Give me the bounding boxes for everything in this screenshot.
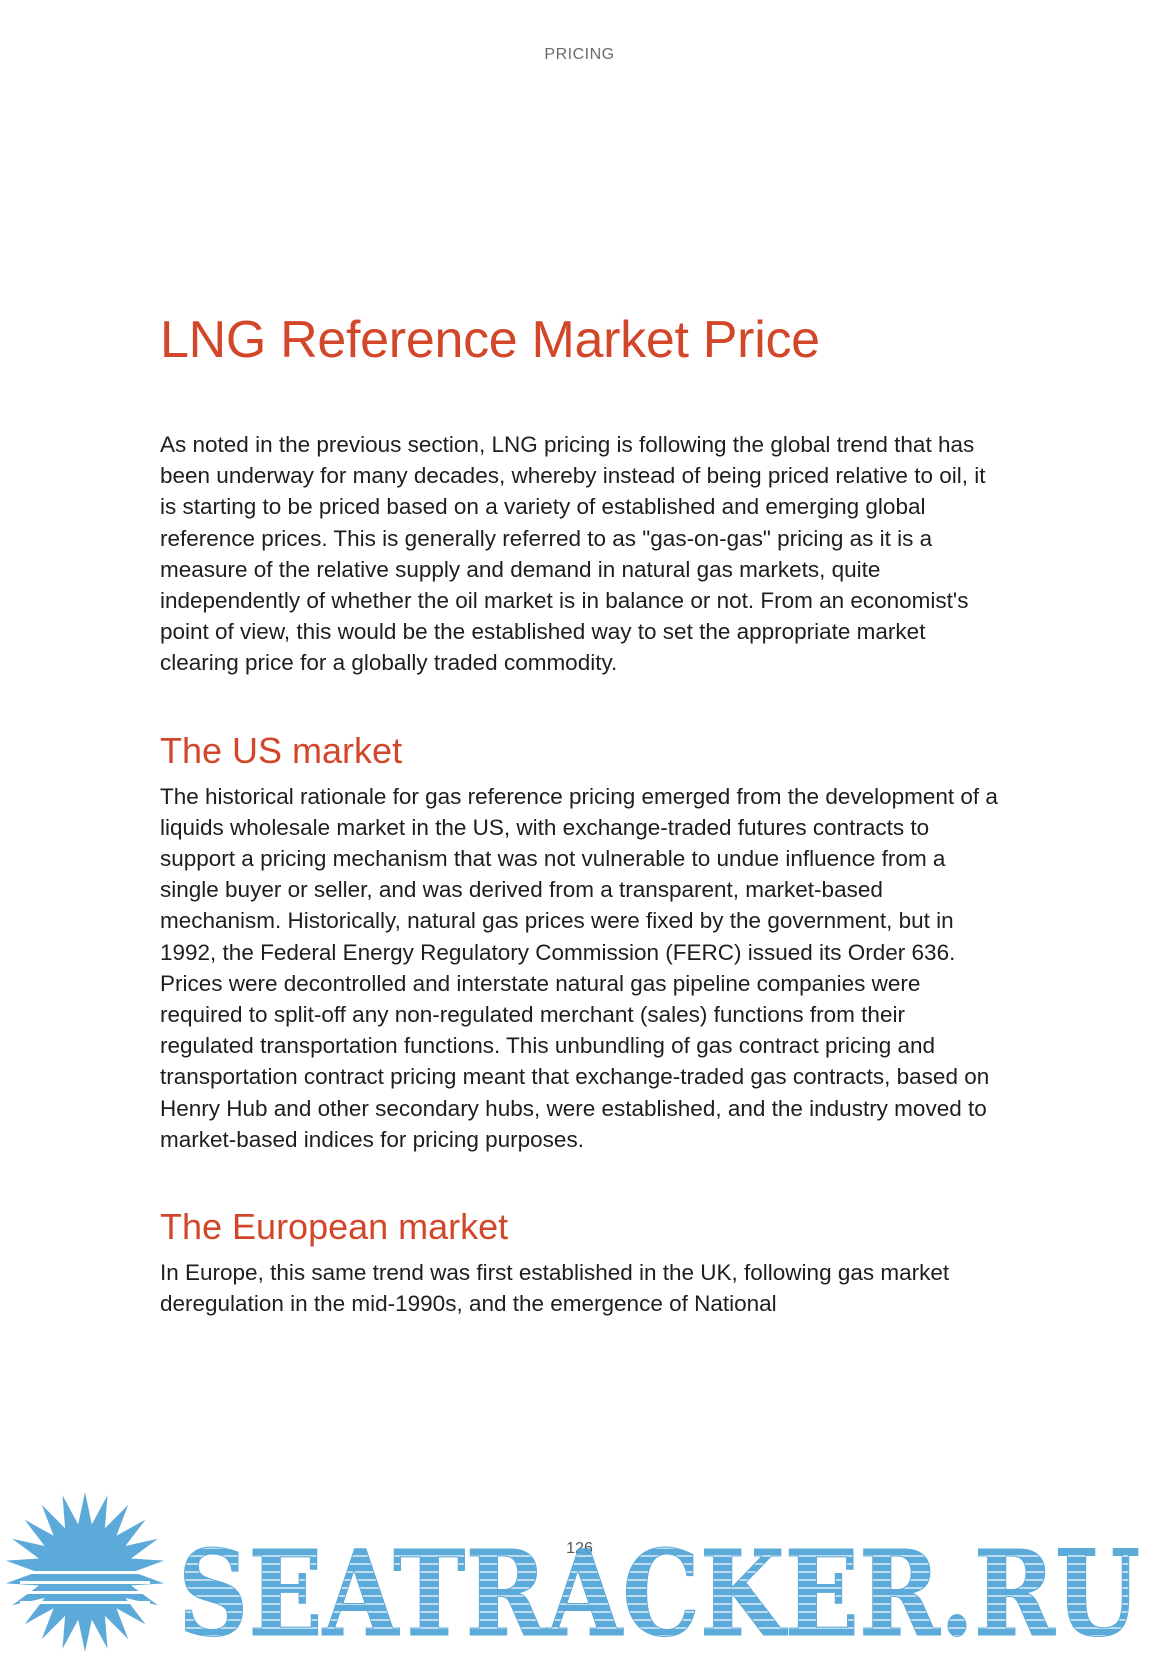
intro-paragraph: As noted in the previous section, LNG pricing is following the global trend that has been underway for many decades, whereby instead of being priced relative to oil, it is starting to be priced based on a variety of established and emerging global reference prices. This is generally referred to as "gas-on-gas" pricing as it is a measure of the relative supply and demand in natural gas markets, quite independently of whether the oil market is in balance or not. From an economist's point of view, this would be the established way to set the appropriate market clearing price for a globally traded commodity.: [160, 432, 986, 676]
watermark-text: SEATRACKER.RU: [178, 1524, 1140, 1659]
watermark-svg: [0, 1485, 1159, 1659]
section-heading-european-market: The European market: [160, 1206, 509, 1248]
watermark: [0, 1485, 1159, 1659]
document-body: [160, 308, 1000, 1319]
page-title: LNG Reference Market Price: [160, 311, 820, 369]
section-body-us-market: The historical rationale for gas reference pricing emerged from the development of a liquids wholesale market in the US, with exchange-traded futures contracts to support a pricing mechanism that was not vulnerable to undue influence from a single buyer or seller, and was derived from a transparent, market-based mechanism. Historically, natural gas prices were fixed by the government, but in 1992, the Federal Energy Regulatory Commission (FERC) issued its Order 636. Prices were decontrolled and interstate natural gas pipeline companies were required to split-off any non-regulated merchant (sales) functions from their regulated transportation functions. This unbundling of gas contract pricing and transportation contract pricing meant that exchange-traded gas contracts, based on Henry Hub and other secondary hubs, were established, and the industry moved to market-based indices for pricing purposes.: [160, 783, 998, 1152]
section-heading-us-market: The US market: [160, 729, 403, 771]
section-body-european-market: In Europe, this same trend was first established in the UK, following gas market deregulation in the mid-1990s, and the emergence of National: [160, 1260, 950, 1317]
page-number: 126: [566, 1540, 593, 1557]
running-header: PRICING: [544, 46, 615, 63]
sun-logo-icon: [6, 1492, 164, 1652]
